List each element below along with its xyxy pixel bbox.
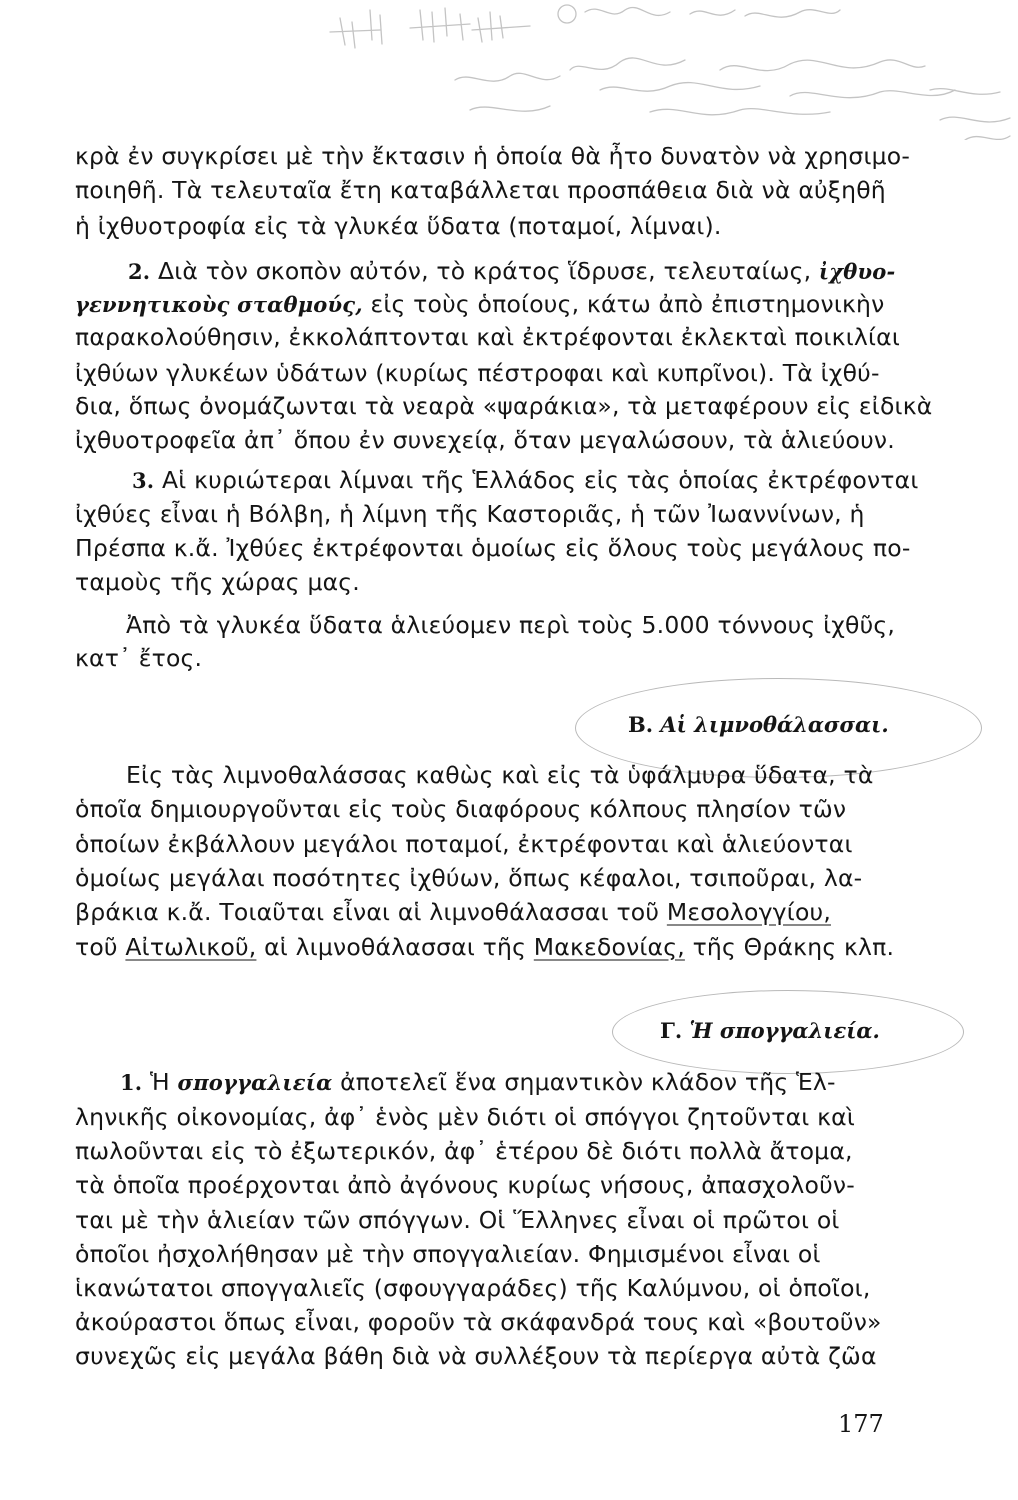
text-line: ἀκούραστοι ὅπως εἶναι, φοροῦν τὰ σκάφανδρά τους καὶ «βουτοῦν» [75, 1308, 882, 1336]
text-line: τὰ ὁποῖα προέρχονται ἀπὸ ἀγόνους κυρίως νήσους, ἀπασχολοῦν- [75, 1171, 855, 1199]
item-number: 2. [128, 259, 151, 284]
text-line: ἰχθύων γλυκέων ὑδάτων (κυρίως πέστροφαι καὶ κυπρῖνοι). Τὰ ἰχθύ- [75, 359, 880, 387]
text-line: 2. Διὰ τὸν σκοπὸν αὐτόν, τὸ κράτος ἵδρυσε, τελευταίως, ἰχθυο- [128, 257, 896, 285]
text-line: γεννητικοὺς σταθμούς, εἰς τοὺς ὁποίους, κάτω ἀπὸ ἐπιστημονικὴν [75, 290, 885, 318]
text-line: ἡ ἰχθυοτροφία εἰς τὰ γλυκέα ὕδατα (ποταμοί, λίμναι). [75, 212, 722, 240]
underlined-place: Μακεδονίας, [533, 933, 685, 961]
text-line: ταμοὺς τῆς χώρας μας. [75, 568, 360, 596]
bold-term: ἰχθυο- [818, 259, 896, 284]
item-number: 3. [132, 468, 155, 493]
section-heading-b: Β. Αἱ λιμνοθάλασσαι. [628, 712, 889, 737]
bold-term: σπογγαλιεία [177, 1070, 333, 1095]
text-line: τοῦ Αἰτωλικοῦ, αἱ λιμνοθάλασσαι τῆς Μακεδονίας, τῆς Θράκης κλπ. [75, 933, 895, 961]
page-number: 177 [838, 1410, 884, 1438]
text-line: ὁποῖοι ἠσχολήθησαν μὲ τὴν σπογγαλιείαν. Φημισμένοι εἶναι οἱ [75, 1240, 821, 1268]
text-line: ληνικῆς οἰκονομίας, ἀφ᾽ ἑνὸς μὲν διότι οἱ σπόγγοι ζητοῦνται καὶ [75, 1103, 855, 1131]
text-line: Πρέσπα κ.ἄ. Ἰχθύες ἐκτρέφονται ὁμοίως εἰς ὅλους τοὺς μεγάλους πο- [75, 534, 911, 562]
text-line: κρὰ ἐν συγκρίσει μὲ τὴν ἔκτασιν ἡ ὁποία θὰ ἦτο δυνατὸν νὰ χρησιμο- [75, 142, 911, 170]
text-line: 1. Ἡ σπογγαλιεία ἀποτελεῖ ἕνα σημαντικὸν κλάδον τῆς Ἑλ- [120, 1068, 836, 1096]
text-line: ποιηθῆ. Τὰ τελευταῖα ἔτη καταβάλλεται προσπάθεια διὰ νὰ αὐξηθῆ [75, 176, 886, 204]
text-line: ὁποίων ἐκβάλλουν μεγάλοι ποταμοί, ἐκτρέφονται καὶ ἁλιεύονται [75, 830, 853, 858]
text-line: 3. Αἱ κυριώτεραι λίμναι τῆς Ἑλλάδος εἰς τὰς ὁποίας ἐκτρέφονται [132, 466, 919, 494]
text-line: ἰχθυοτροφεῖα ἀπ᾽ ὅπου ἐν συνεχείᾳ, ὅταν μεγαλώσουν, τὰ ἁλιεύουν. [75, 426, 895, 454]
text-line: βράκια κ.ἄ. Τοιαῦται εἶναι αἱ λιμνοθάλασσαι τοῦ Μεσολογγίου, [75, 898, 831, 926]
bold-term: γεννητικοὺς σταθμούς, [75, 292, 363, 317]
text-line: πωλοῦνται εἰς τὸ ἐξωτερικόν, ἀφ᾽ ἑτέρου δὲ διότι πολλὰ ἄτομα, [75, 1137, 853, 1165]
text-line: παρακολούθησιν, ἐκκολάπτονται καὶ ἐκτρέφονται ἐκλεκταὶ ποικιλίαι [75, 323, 900, 351]
pencil-scribble [0, 0, 1018, 140]
section-heading-g: Γ. Ἡ σπογγαλιεία. [660, 1018, 880, 1043]
underlined-place: Μεσολογγίου, [666, 898, 831, 926]
text-line: Εἰς τὰς λιμνοθαλάσσας καθὼς καὶ εἰς τὰ ὑφάλμυρα ὕδατα, τὰ [126, 761, 874, 789]
text-line: ται μὲ τὴν ἁλιείαν τῶν σπόγγων. Οἱ Ἕλληνες εἶναι οἱ πρῶτοι οἱ [75, 1206, 840, 1234]
text-line: ὁποῖα δημιουργοῦνται εἰς τοὺς διαφόρους κόλπους πλησίον τῶν [75, 795, 847, 823]
text-line: συνεχῶς εἰς μεγάλα βάθη διὰ νὰ συλλέξουν τὰ περίεργα αὐτὰ ζῶα [75, 1342, 877, 1370]
text-line: κατ᾽ ἔτος. [75, 644, 203, 672]
text-line: ὁμοίως μεγάλαι ποσότητες ἰχθύων, ὅπως κέφαλοι, τσιποῦραι, λα- [75, 864, 863, 892]
text-line: δια, ὅπως ὀνομάζωνται τὰ νεαρὰ «ψαράκια», τὰ μεταφέρουν εἰς εἰδικὰ [75, 392, 933, 420]
text-line: ἰχθύες εἶναι ἡ Βόλβη, ἡ λίμνη τῆς Καστοριᾶς, ἡ τῶν Ἰωαννίνων, ἡ [75, 500, 865, 528]
text-line: ἱκανώτατοι σπογγαλιεῖς (σφουγγαράδες) τῆς Καλύμνου, οἱ ὁποῖοι, [75, 1274, 871, 1302]
underlined-place: Αἰτωλικοῦ, [125, 933, 257, 961]
text-line: Ἀπὸ τὰ γλυκέα ὕδατα ἁλιεύομεν περὶ τοὺς 5.000 τόννους ἰχθῦς, [126, 611, 896, 639]
item-number: 1. [120, 1070, 143, 1095]
